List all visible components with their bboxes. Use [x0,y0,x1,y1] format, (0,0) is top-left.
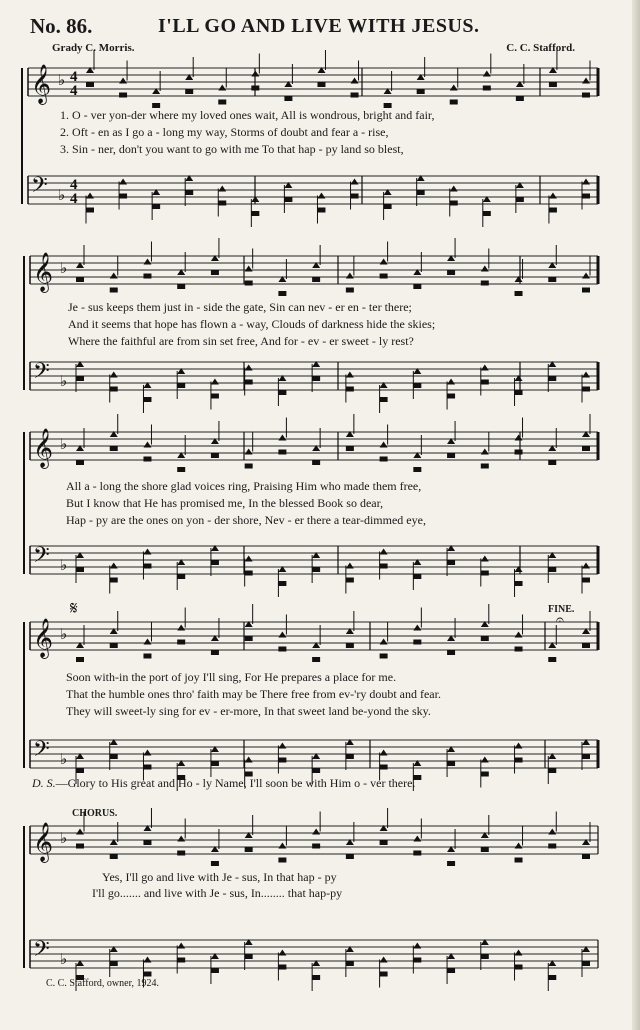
note-head [177,383,185,388]
note-head [119,194,127,199]
note-head [549,82,557,87]
note-head [211,861,219,866]
note-head [278,647,286,652]
flat-sign: ♭ [60,372,68,390]
note-head [245,449,253,455]
note-head [251,211,259,216]
note-head [481,266,489,272]
note-head [582,194,590,199]
note-head [312,844,320,849]
note-head [312,975,320,980]
bass-clef: 𝄢 [33,737,50,767]
note-head [110,288,118,293]
note-head [278,581,286,586]
lyric-line: Je - sus keeps them just in - side the gate, Sin can nev - er en - ter there; [68,300,412,314]
lyric-line: That the humble ones thro' faith may be There free from ev-'ry doubt and fear. [66,687,441,701]
note-head [548,567,556,572]
note-head [380,442,388,448]
note-head [76,657,84,662]
note-head [481,556,489,562]
segno-sign: 𝄋 [70,598,78,619]
note-head [185,190,193,195]
note-head [413,958,421,963]
note-head [447,453,455,458]
note-head [481,365,489,371]
note-head [278,965,286,970]
flat-sign: ♭ [58,71,66,89]
note-head [218,85,226,91]
note-head [245,571,253,576]
note-head [582,754,590,759]
note-head [515,858,523,863]
note-head [515,291,523,296]
note-head [548,277,556,282]
note-head [245,847,253,852]
note-head [143,654,151,659]
note-head [177,640,185,645]
lyric-line: All a - long the shore glad voices ring, Praising Him who made them free, [66,479,422,493]
note-head [481,847,489,852]
note-head [245,281,253,286]
note-head [384,204,392,209]
note-head [110,854,118,859]
note-head [110,563,118,569]
note-head [110,578,118,583]
note-head [447,560,455,565]
note-head [582,446,590,451]
note-head [278,950,286,956]
note-head [515,390,523,395]
note-head [413,943,421,949]
note-head [245,380,253,385]
lyric-line: Where the faithful are from sin set free, And for - ev - er sweet - ly rest? [68,334,414,348]
note-head [143,957,151,963]
note-head [143,259,151,265]
note-head [346,372,354,378]
note-head [548,829,556,835]
note-head [413,851,421,856]
note-head [548,844,556,849]
note-head [483,211,491,216]
note-head [481,281,489,286]
note-head [177,851,185,856]
flat-sign: ♭ [60,259,68,277]
note-head [312,460,320,465]
treble-clef: 𝄞 [33,822,54,862]
note-head [413,284,421,289]
note-head [278,450,286,455]
note-head [312,657,320,662]
note-head [211,761,219,766]
note-head [346,578,354,583]
chorus-label: CHORUS. [72,808,118,819]
note-head [317,82,325,87]
note-head [447,968,455,973]
bass-clef: 𝄢 [33,359,50,389]
note-head [110,273,118,279]
note-head [346,643,354,648]
note-head [110,387,118,392]
note-head [413,383,421,388]
note-head [380,972,388,977]
note-head [312,768,320,773]
note-head [582,387,590,392]
lyric-line: 1. O - ver yon-der where my loved ones wait, All is wondrous, bright and fair, [60,108,435,122]
note-head [317,208,325,213]
da-segno-line [32,776,415,791]
note-head [278,743,286,749]
note-head [447,379,455,385]
note-head [380,765,388,770]
lyric-line: 2. Oft - en as I go a - long my way, Storms of doubt and fear a - rise, [60,125,389,139]
note-head [447,650,455,655]
note-head [211,968,219,973]
note-head [245,636,253,641]
note-head [278,390,286,395]
note-head [211,650,219,655]
note-head [152,204,160,209]
note-head [143,274,151,279]
note-head [516,197,524,202]
note-head [447,270,455,275]
note-head [380,639,388,645]
note-head [143,840,151,845]
note-head [413,625,421,631]
note-head [346,288,354,293]
note-head [76,768,84,773]
hymn-title: I'LL GO AND LIVE WITH JESUS. [158,15,480,37]
note-head [447,761,455,766]
note-head [143,639,151,645]
bass-clef: 𝄢 [33,543,50,573]
note-head [211,560,219,565]
bass-clef: 𝄢 [33,937,50,967]
note-head [110,446,118,451]
note-head [515,950,523,956]
note-head [143,765,151,770]
note-head [483,71,491,77]
note-head [413,574,421,579]
note-head [177,284,185,289]
note-head [312,376,320,381]
note-head [380,259,388,265]
note-head [515,632,523,638]
lyricist: Grady C. Morris. [52,42,135,54]
note-head [245,757,253,763]
note-head [481,449,489,455]
flat-sign: ♭ [60,435,68,453]
note-head [515,843,523,849]
note-head [177,574,185,579]
note-head [582,288,590,293]
note-head [346,854,354,859]
note-head [312,829,320,835]
note-head [481,636,489,641]
note-head [245,954,253,959]
note-head [481,571,489,576]
note-head [278,758,286,763]
note-head [515,581,523,586]
time-signature: 4 [70,69,78,85]
note-head [278,435,286,441]
composer: C. C. Stafford. [506,42,575,54]
note-head [413,640,421,645]
lyric-line: 3. Sin - ner, don't you want to go with me To that hap - py land so blest, [60,142,404,156]
flat-sign: ♭ [60,829,68,847]
note-head [380,654,388,659]
note-head [548,376,556,381]
note-head [582,854,590,859]
note-head [582,179,590,185]
note-head [278,858,286,863]
time-signature: 4 [70,83,78,99]
note-head [413,467,421,472]
note-head [481,380,489,385]
note-head [76,376,84,381]
note-head [110,754,118,759]
note-head [110,961,118,966]
note-head [582,961,590,966]
note-head [76,844,84,849]
note-head [515,647,523,652]
note-head [346,754,354,759]
lyric-line: But I know that He has promised me, In the blessed Book so dear, [66,496,384,510]
note-head [450,201,458,206]
note-head [211,379,219,385]
treble-clef: 𝄞 [33,252,54,292]
note-head [351,179,359,185]
treble-clef: 𝄞 [33,618,54,658]
note-head [177,836,185,842]
note-head [346,446,354,451]
note-head [218,186,226,192]
note-head [380,564,388,569]
bass-clef: 𝄢 [31,173,48,203]
note-head [245,365,253,371]
note-head [278,632,286,638]
note-head [76,277,84,282]
note-head [346,273,354,279]
lyric-line: Soon with-in the port of joy I'll sing, For He prepares a place for me. [66,670,397,684]
note-head [76,460,84,465]
lyric-line: And it seems that hope has flown a - way, Clouds of darkness hide the skies; [68,317,436,331]
note-head [380,957,388,963]
lyric-line: Yes, I'll go and live with Je - sus, In that hap - py [102,870,337,884]
note-head [245,464,253,469]
note-head [417,89,425,94]
note-head [450,186,458,192]
fermata: 𝄐 [556,612,564,628]
note-head [76,567,84,572]
note-head [284,96,292,101]
note-head [549,208,557,213]
note-head [380,457,388,462]
note-head [351,194,359,199]
note-head [143,457,151,462]
note-head [481,954,489,959]
note-head [312,567,320,572]
note-head [549,193,557,199]
note-head [481,772,489,777]
note-head [417,190,425,195]
note-head [312,277,320,282]
note-head [278,291,286,296]
note-head [119,93,127,98]
note-head [515,450,523,455]
note-head [177,625,185,631]
note-head [346,563,354,569]
note-head [582,93,590,98]
note-head [245,266,253,272]
note-head [284,197,292,202]
note-head [211,394,219,399]
note-head [515,435,523,441]
note-head [380,397,388,402]
note-head [515,743,523,749]
note-head [143,442,151,448]
note-head [143,750,151,756]
note-head [481,464,489,469]
note-head [413,836,421,842]
note-head [211,270,219,275]
note-head [582,643,590,648]
flat-sign: ♭ [60,750,68,768]
flat-sign: ♭ [60,625,68,643]
note-head [251,71,259,77]
note-head [481,757,489,763]
time-signature: 4 [70,177,78,193]
note-head [483,86,491,91]
fine-marker: FINE. [548,604,575,615]
note-head [380,840,388,845]
flat-sign: ♭ [60,950,68,968]
note-head [278,843,286,849]
note-head [317,193,325,199]
note-head [582,273,590,279]
note-head [177,467,185,472]
note-head [185,89,193,94]
note-head [582,578,590,583]
note-head [86,208,94,213]
note-head [447,394,455,399]
note-head [119,78,127,84]
hymn-number: No. 86. [30,14,93,38]
note-head [143,549,151,555]
note-head [110,372,118,378]
note-head [582,78,590,84]
note-head [211,453,219,458]
note-head [548,975,556,980]
note-head [516,96,524,101]
lyric-line: They will sweet-ly sing for ev - er-more, In that sweet land be-yond the sky. [66,704,431,718]
flat-sign: ♭ [58,186,66,204]
note-head [143,564,151,569]
note-head [582,563,590,569]
note-head [218,201,226,206]
note-head [251,86,259,91]
note-head [548,460,556,465]
note-head [450,85,458,91]
note-head [380,750,388,756]
note-head [548,768,556,773]
note-head [447,861,455,866]
note-head [351,93,359,98]
note-head [351,78,359,84]
note-head [86,193,94,199]
note-head [380,549,388,555]
time-signature: 4 [70,191,78,207]
note-head [110,643,118,648]
note-head [515,758,523,763]
lyric-line: I'll go....... and live with Je - sus, In........ that hap-py [92,886,343,900]
note-head [177,943,185,949]
note-head [548,657,556,662]
note-head [143,972,151,977]
treble-clef: 𝄞 [31,64,52,104]
copyright-footer: C. C. Stafford, owner, 1924. [46,978,160,989]
note-head [143,397,151,402]
note-head [86,82,94,87]
treble-clef: 𝄞 [33,428,54,468]
ds-label: D. S. [32,776,56,790]
lyric-line: Hap - py are the ones on yon - der shore, Nev - er there a tear-dimmed eye, [66,513,426,527]
note-head [450,100,458,105]
note-head [119,179,127,185]
note-head [346,387,354,392]
note-head [245,556,253,562]
ds-text: —Glory to His great and Ho - ly Name, I'll soon be with Him o - ver there. [55,776,416,790]
note-head [515,965,523,970]
note-head [380,274,388,279]
flat-sign: ♭ [60,556,68,574]
note-head [76,829,84,835]
note-head [346,961,354,966]
note-head [218,100,226,105]
note-head [177,958,185,963]
note-head [582,372,590,378]
